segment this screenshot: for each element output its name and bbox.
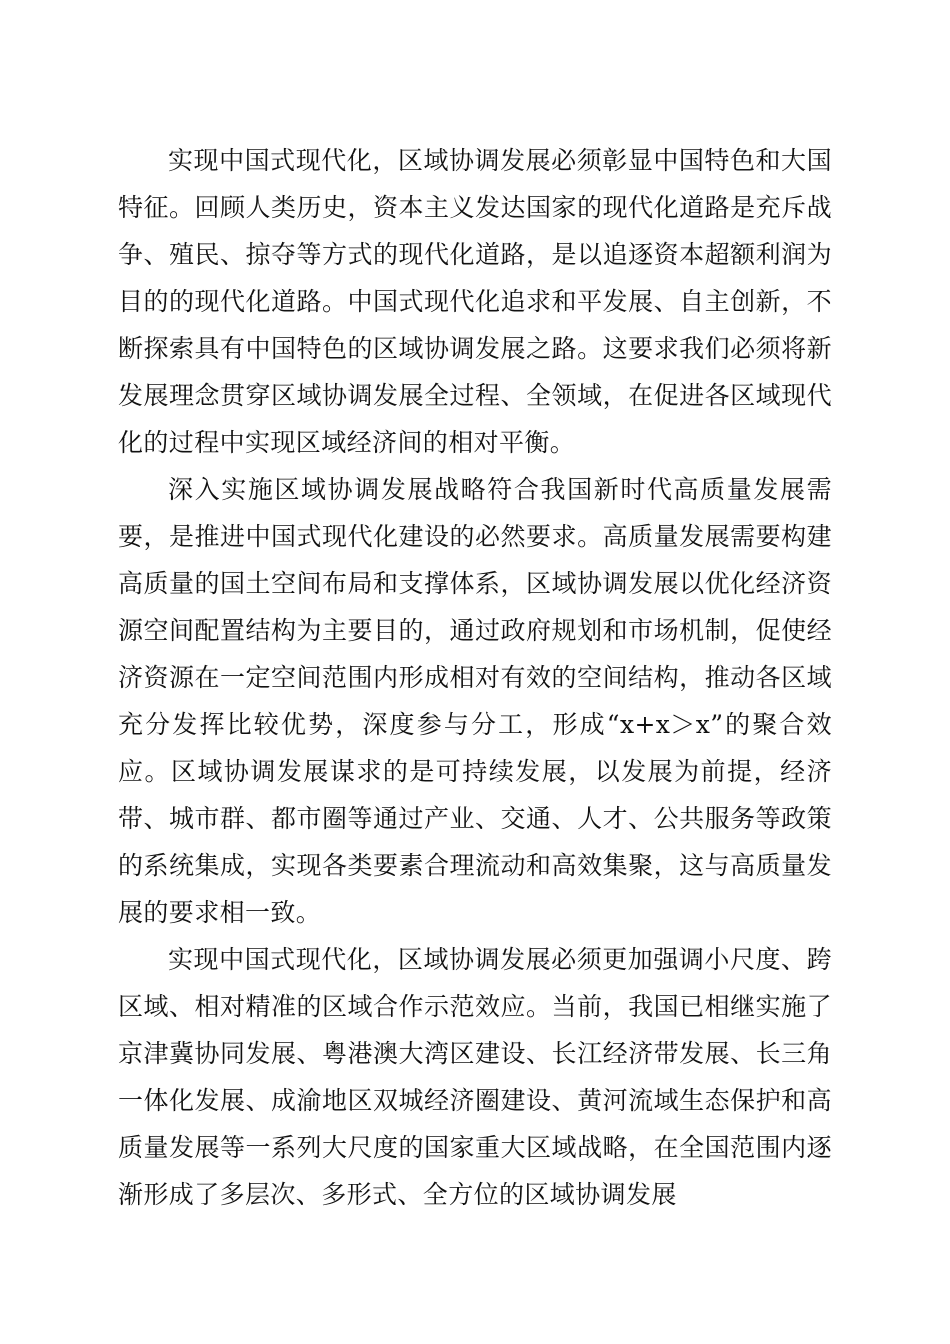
paragraph-2: 深入实施区域协调发展战略符合我国新时代高质量发展需要，是推进中国式现代化建设的必然要求。高质量发展需要构建高质量的国土空间布局和支撑体系，区域协调发展以优化经济资源空间配置结构为主要目的，通过政府规划和市场机制，促使经济资源在一定空间范围内形成相对有效的空间结构，推动各区域充分发挥比较优势，深度参与分工，形成“x+x＞x”的聚合效应。区域协调发展谋求的是可持续发展，以发展为前提，经济带、城市群、都市圈等通过产业、交通、人才、公共服务等政策的系统集成，实现各类要素合理流动和高效集聚，这与高质量发展的要求相一致。 bbox=[118, 475, 832, 927]
paragraph-1: 实现中国式现代化，区域协调发展必须彰显中国特色和大国特征。回顾人类历史，资本主义发达国家的现代化道路是充斥战争、殖民、掠夺等方式的现代化道路，是以追逐资本超额利润为目的的现代化道路。中国式现代化追求和平发展、自主创新，不断探索具有中国特色的区域协调发展之路。这要求我们必须将新发展理念贯穿区域协调发展全过程、全领域，在促进各区域现代化的过程中实现区域经济间的相对平衡。 bbox=[118, 146, 832, 457]
document-body bbox=[118, 137, 832, 1218]
paragraph-3: 实现中国式现代化，区域协调发展必须更加强调小尺度、跨区域、相对精准的区域合作示范效应。当前，我国已相继实施了京津冀协同发展、粤港澳大湾区建设、长江经济带发展、长三角一体化发展、成渝地区双城经济圈建设、黄河流域生态保护和高质量发展等一系列大尺度的国家重大区域战略，在全国范围内逐渐形成了多层次、多形式、全方位的区域协调发展 bbox=[118, 945, 832, 1209]
